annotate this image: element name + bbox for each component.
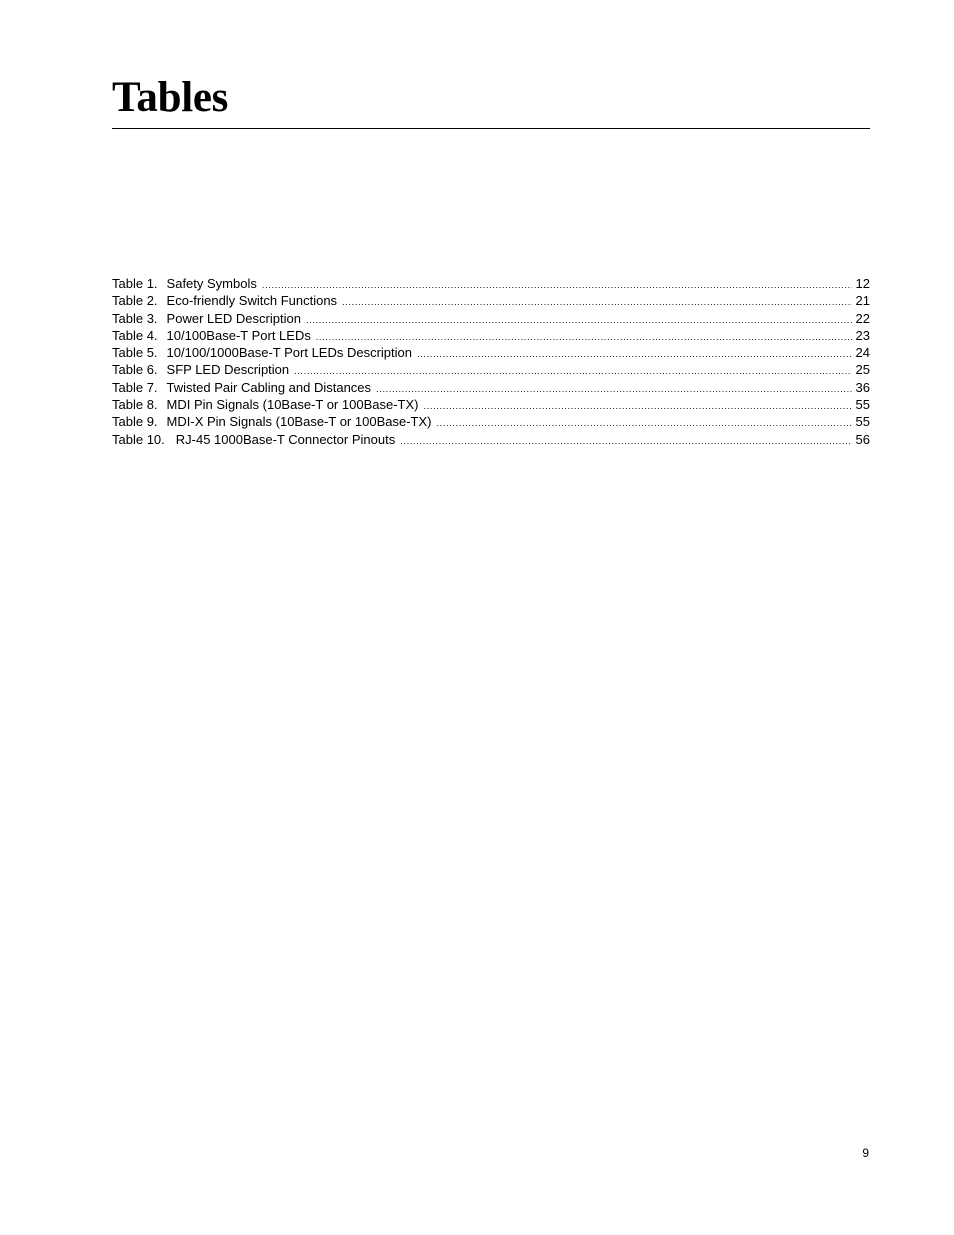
page-reference: 22 <box>855 310 870 326</box>
table-title: Power LED Description <box>166 310 301 326</box>
table-title: 10/100Base-T Port LEDs <box>166 327 311 343</box>
table-number: Table 8. <box>112 397 158 413</box>
page-reference: 23 <box>855 327 870 343</box>
table-number: Table 6. <box>112 362 158 378</box>
table-title: Safety Symbols <box>166 276 257 291</box>
page-reference: 36 <box>855 379 870 395</box>
page-reference: 55 <box>855 397 870 413</box>
table-number: Table 2. <box>112 293 158 309</box>
page-reference: 24 <box>855 345 870 361</box>
toc-entry[interactable] <box>112 396 870 413</box>
table-number: Table 4. <box>112 327 158 343</box>
page-title: Tables <box>112 74 229 121</box>
toc-entry[interactable] <box>112 327 870 344</box>
toc-entry[interactable] <box>112 344 870 361</box>
table-number: Table 3. <box>112 310 158 326</box>
page-reference: 56 <box>855 431 870 447</box>
toc-entry[interactable] <box>112 310 870 327</box>
toc-entry[interactable] <box>112 413 870 430</box>
table-number: Table 5. <box>112 345 158 361</box>
list-of-tables <box>112 275 870 448</box>
table-title: RJ-45 1000Base-T Connector Pinouts <box>175 431 396 447</box>
table-title: Twisted Pair Cabling and Distances <box>166 379 372 395</box>
page-reference: 12 <box>855 276 870 291</box>
toc-entry[interactable] <box>112 379 870 396</box>
table-number: Table 1. <box>112 276 158 291</box>
dot-leader <box>400 431 852 450</box>
table-number: Table 7. <box>112 379 158 395</box>
page-reference: 21 <box>855 293 870 309</box>
toc-entry[interactable] <box>112 275 870 292</box>
page-reference: 55 <box>855 414 870 430</box>
table-title: MDI-X Pin Signals (10Base-T or 100Base-TX) <box>166 414 432 430</box>
table-title: MDI Pin Signals (10Base-T or 100Base-TX) <box>166 397 419 413</box>
table-title: 10/100/1000Base-T Port LEDs Description <box>166 345 412 361</box>
toc-entry[interactable] <box>112 361 870 378</box>
table-number: Table 9. <box>112 414 158 430</box>
page-reference: 25 <box>855 362 870 378</box>
toc-entry[interactable] <box>112 431 870 448</box>
title-divider <box>112 128 870 129</box>
table-title: Eco-friendly Switch Functions <box>166 293 338 309</box>
toc-entry[interactable] <box>112 292 870 309</box>
table-number: Table 10. <box>112 431 165 447</box>
page-number: 9 <box>862 1146 869 1160</box>
table-title: SFP LED Description <box>166 362 290 378</box>
